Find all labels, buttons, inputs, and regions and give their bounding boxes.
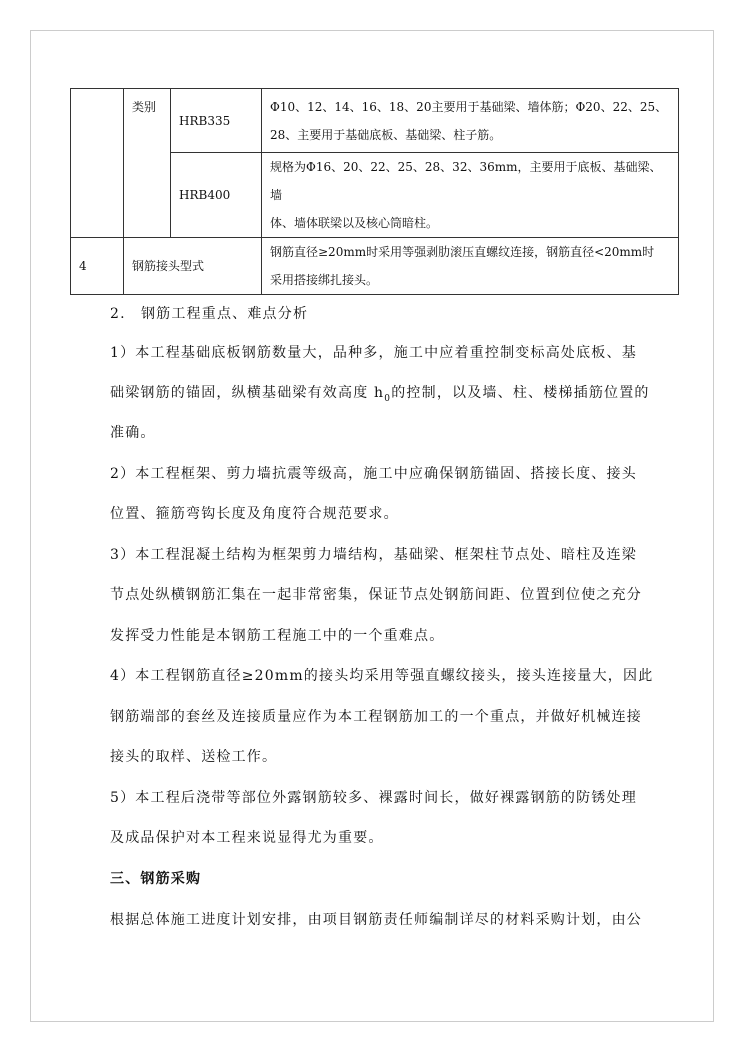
rebar-spec-table <box>70 88 679 295</box>
desc-line: Φ10、12、14、16、18、20主要用于基础梁、墙体筋；Φ20、22、25、 <box>270 99 668 114</box>
category-cell: 类别 <box>124 89 171 238</box>
table-row <box>71 238 679 295</box>
row-number <box>71 89 124 238</box>
desc-cell <box>262 89 679 153</box>
paragraph-line: 4）本工程钢筋直径≥20mm的接头均采用等强直螺纹接头，接头连接量大，因此 <box>110 668 654 684</box>
desc-line: 钢筋直径≥20mm时采用等强剥肋滚压直螺纹连接，钢筋直径<20mm时 <box>270 245 655 259</box>
paragraph-line: 位置、箍筋弯钩长度及角度符合规范要求。 <box>110 506 399 522</box>
paragraph-line: 发挥受力性能是本钢筋工程施工中的一个重难点。 <box>110 628 445 644</box>
table-row <box>71 89 679 153</box>
section-heading: 三、钢筋采购 <box>110 871 202 887</box>
paragraph-line <box>110 382 650 404</box>
paragraph-line: 根据总体施工进度计划安排，由项目钢筋责任师编制详尽的材料采购计划，由公 <box>110 912 642 928</box>
paragraph-line: 节点处纵横钢筋汇集在一起非常密集，保证节点处钢筋间距、位置到位使之充分 <box>110 587 642 603</box>
text: 础梁钢筋的锚固，纵横基础梁有效高度 h <box>110 385 385 401</box>
paragraph-line: 接头的取样、送检工作。 <box>110 749 278 765</box>
paragraph-line: 3）本工程混凝土结构为框架剪力墙结构，基础梁、框架柱节点处、暗柱及连梁 <box>110 547 637 563</box>
paragraph-line: 准确。 <box>110 425 156 441</box>
desc-cell <box>262 238 679 295</box>
desc-line: 采用搭接绑扎接头。 <box>270 273 379 287</box>
row-number: 4 <box>71 238 124 295</box>
desc-cell <box>262 153 679 238</box>
paragraph-line: 1）本工程基础底板钢筋数量大，品种多，施工中应着重控制变标高处底板、基 <box>110 345 637 361</box>
category-cell: 钢筋接头型式 <box>124 238 262 295</box>
text: 的控制，以及墙、柱、楼梯插筋位置的 <box>391 385 650 401</box>
desc-line: 28、主要用于基础底板、基础梁、柱子筋。 <box>270 127 502 142</box>
paragraph-line: 5）本工程后浇带等部位外露钢筋较多、裸露时间长，做好裸露钢筋的防锈处理 <box>110 790 637 806</box>
section-heading: 2. 钢筋工程重点、难点分析 <box>110 306 309 322</box>
grade-cell: HRB400 <box>171 153 262 238</box>
desc-line: 体、墙体联梁以及核心筒暗柱。 <box>270 216 439 230</box>
desc-line: 规格为Φ16、20、22、25、28、32、36mm，主要用于底板、基础梁、墙 <box>270 160 662 202</box>
subscript: 0 <box>384 393 392 404</box>
paragraph-line: 及成品保护对本工程来说显得尤为重要。 <box>110 830 384 846</box>
grade-cell: HRB335 <box>171 89 262 153</box>
paragraph-line: 2）本工程框架、剪力墙抗震等级高，施工中应确保钢筋锚固、搭接长度、接头 <box>110 466 637 482</box>
paragraph-line: 钢筋端部的套丝及连接质量应作为本工程钢筋加工的一个重点，并做好机械连接 <box>110 709 642 725</box>
